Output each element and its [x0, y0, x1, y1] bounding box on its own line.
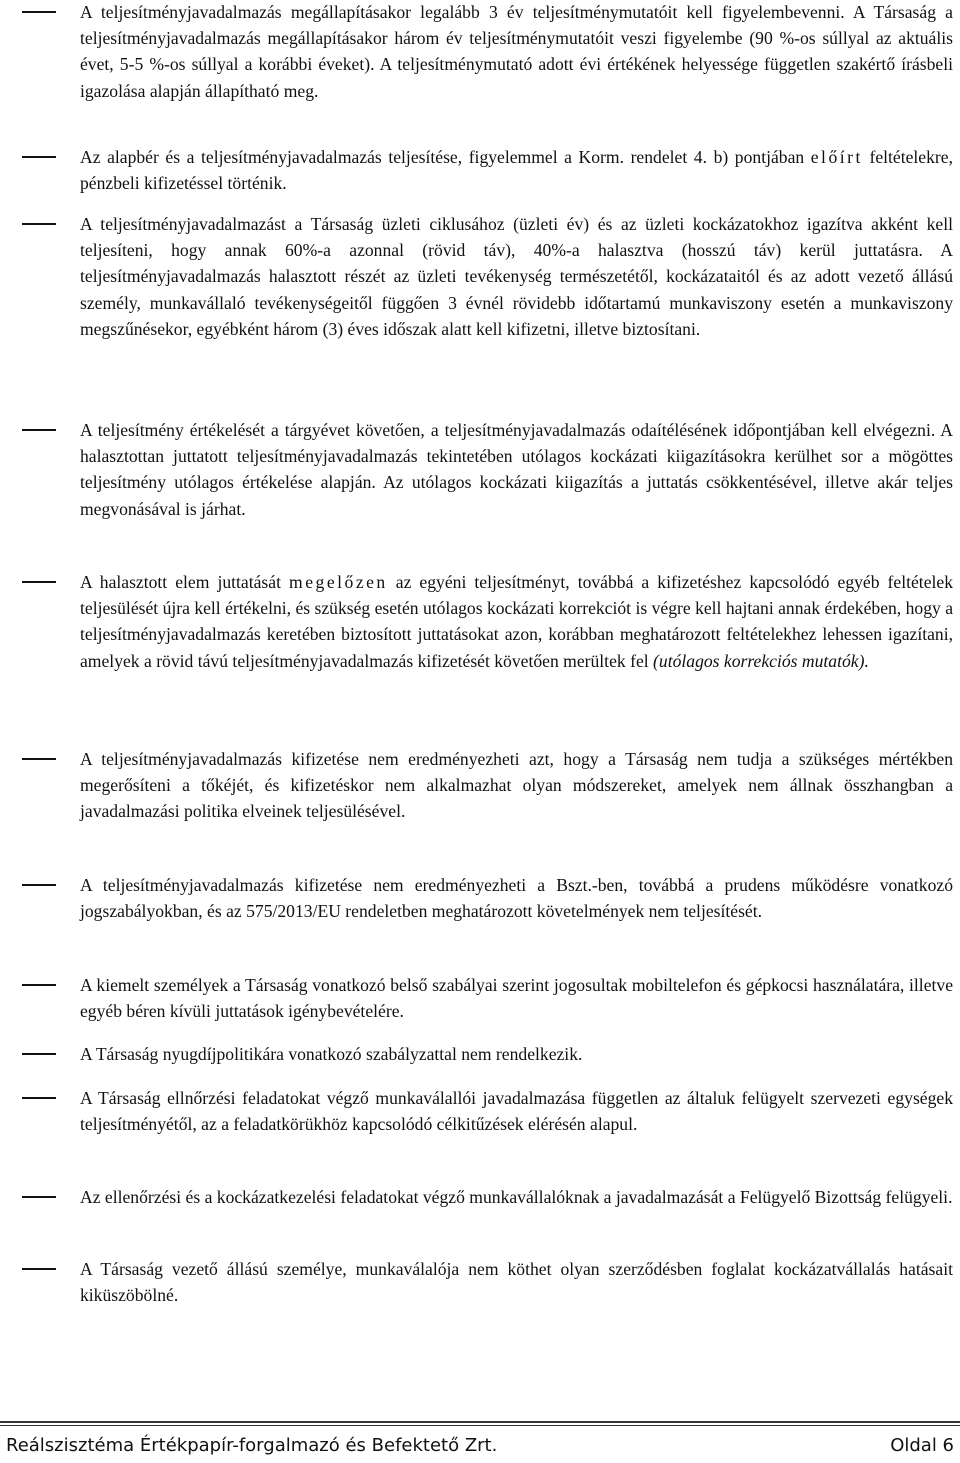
footer-rule — [0, 1421, 960, 1423]
italic-text: (utólagos korrekciós mutatók). — [653, 650, 869, 671]
dash-bullet-icon — [22, 1196, 56, 1198]
dash-bullet-icon — [22, 758, 56, 760]
dash-bullet-icon — [22, 223, 56, 225]
footer-company: Reálszisztéma Értékpapír-forgalmazó és Befektető Zrt. — [6, 1435, 498, 1456]
item-text: A teljesítményjavadalmazás megállapításakor legalább 3 év teljesítménymutatóit kell figyelembevenni. A Társaság a teljesítményjavadalmazás megállapításakor három év teljesítménymutatóit veszi figyelembe (90 %-os súllyal az aktuális évet, 5-5 %-os súllyal a korábbi éveket). A teljesítménymutató adott évi értékének helyessége független szakértő írásbeli igazolása alapján állapítható meg. — [80, 2, 953, 101]
spaced-word: megelőzen — [289, 572, 388, 592]
footer-page-number: Oldal 6 — [890, 1435, 954, 1456]
dash-bullet-icon — [22, 581, 56, 583]
item-text: A Társaság ellnőrzési feladatokat végző munkaválallói javadalmazása független az általuk felügyelt szervezeti egységek teljesítményétől, az a feladatkörükhöz kapcsolódó célkitűzések elérésén alapul. — [80, 1088, 953, 1135]
item-text: A teljesítményjavadalmazást a Társaság üzleti ciklusához (üzleti év) és az üzleti kockázatokhoz igazítva akként kell teljesíteni, hogy annak 60%-a azonnal (rövid táv), 40%-a halasztva (hosszú táv) kerül juttatásra. A teljesítményjavadalmazás halasztott részét az üzleti tevékenység természetétől, kockázataitól és az adott vezető állású személy, munkavállaló tevékenységeitől függően 3 évnél rövidebb időtartamú munkaviszony esetén a munkaviszony megszűnésekor, egyébként három (3) éves időszak alatt kell kifizetni, illetve biztosítani. — [80, 214, 953, 339]
spaced-word: előírt — [810, 147, 863, 167]
item-text-part: A halasztott elem juttatását — [80, 572, 290, 592]
item-text-part: feltételekre, pénzbeli kifizetéssel történik. — [80, 147, 953, 194]
footer-rule — [0, 1425, 960, 1426]
item-text-part: Az alapbér és a teljesítményjavadalmazás teljesítése, figyelemmel a Korm. rendelet 4. — [80, 147, 707, 167]
dash-bullet-icon — [22, 1097, 56, 1099]
item-text: A Társaság nyugdíjpolitikára vonatkozó szabályzattal nem rendelkezik. — [80, 1044, 583, 1064]
dash-bullet-icon — [22, 1053, 56, 1055]
item-text: A teljesítményjavadalmazás kifizetése nem eredményezheti azt, hogy a Társaság nem tudja a szükséges mértékben megerősíteni a tőkéjét, és kifizetéskor nem alkalmazhat olyan módszereket, amelyek nem állnak összhangban a javadalmazási politika elveinek teljesülésével. — [80, 749, 953, 822]
page-footer — [6, 1434, 954, 1458]
item-text-part: b) pontjában — [707, 147, 811, 167]
dash-bullet-icon — [22, 984, 56, 986]
dash-bullet-icon — [22, 11, 56, 13]
item-text: A teljesítmény értékelését a tárgyévet követően, a teljesítményjavadalmazás odaítélésének időpontjában kell elvégezni. A halasztottan juttatott teljesítményjavadalmazás tekintetében utólagos kockázati kiigazításokra kerülhet sor a mögöttes teljesítmény utólagos értékelése alapján. Az utólagos kockázati kiigazítás a juttatás csökkentésével, illetve akár teljes megvonásával is járhat. — [80, 420, 953, 519]
item-text: Az ellenőrzési és a kockázatkezelési feladatokat végző munkavállalóknak a javadalmazását a Felügyelő Bizottság felügyeli. — [80, 1187, 953, 1207]
item-text: A Társaság vezető állású személye, munkaválalója nem köthet olyan szerződésben foglalat kockázatvállalás hatásait kiküszöbölné. — [80, 1259, 953, 1306]
dash-bullet-icon — [22, 1268, 56, 1270]
dash-bullet-icon — [22, 156, 56, 158]
item-text: A kiemelt személyek a Társaság vonatkozó belső szabályai szerint jogosultak mobiltelefon és gépkocsi használatára, illetve egyéb béren kívüli juttatások igénybevételére. — [80, 975, 953, 1022]
dash-bullet-icon — [22, 429, 56, 431]
item-text — [80, 569, 953, 674]
item-text — [80, 144, 953, 196]
item-text: A teljesítményjavadalmazás kifizetése nem eredményezheti a Bszt.-ben, továbbá a prudens működésre vonatkozó jogszabályokban, és az 575/2013/EU rendeletben meghatározott követelmények nem teljesítését. — [80, 875, 953, 922]
item-text-part: az egyéni teljesítményt, továbbá a kifizetéshez kapcsolódó egyéb feltételek teljesülését újra kell értékelni, és szükség esetén utólagos kockázati korrekciót is végre kell hajtani annak érdekében, hogy a teljesítményjavadalmazás keretében biztosított juttatásokat azon, korábban meghatározott feltételekhez lehessen igazítani, amelyek a rövid távú teljesítményjavadalmazás kifizetését követően merültek fel — [80, 572, 954, 671]
dash-bullet-icon — [22, 884, 56, 886]
